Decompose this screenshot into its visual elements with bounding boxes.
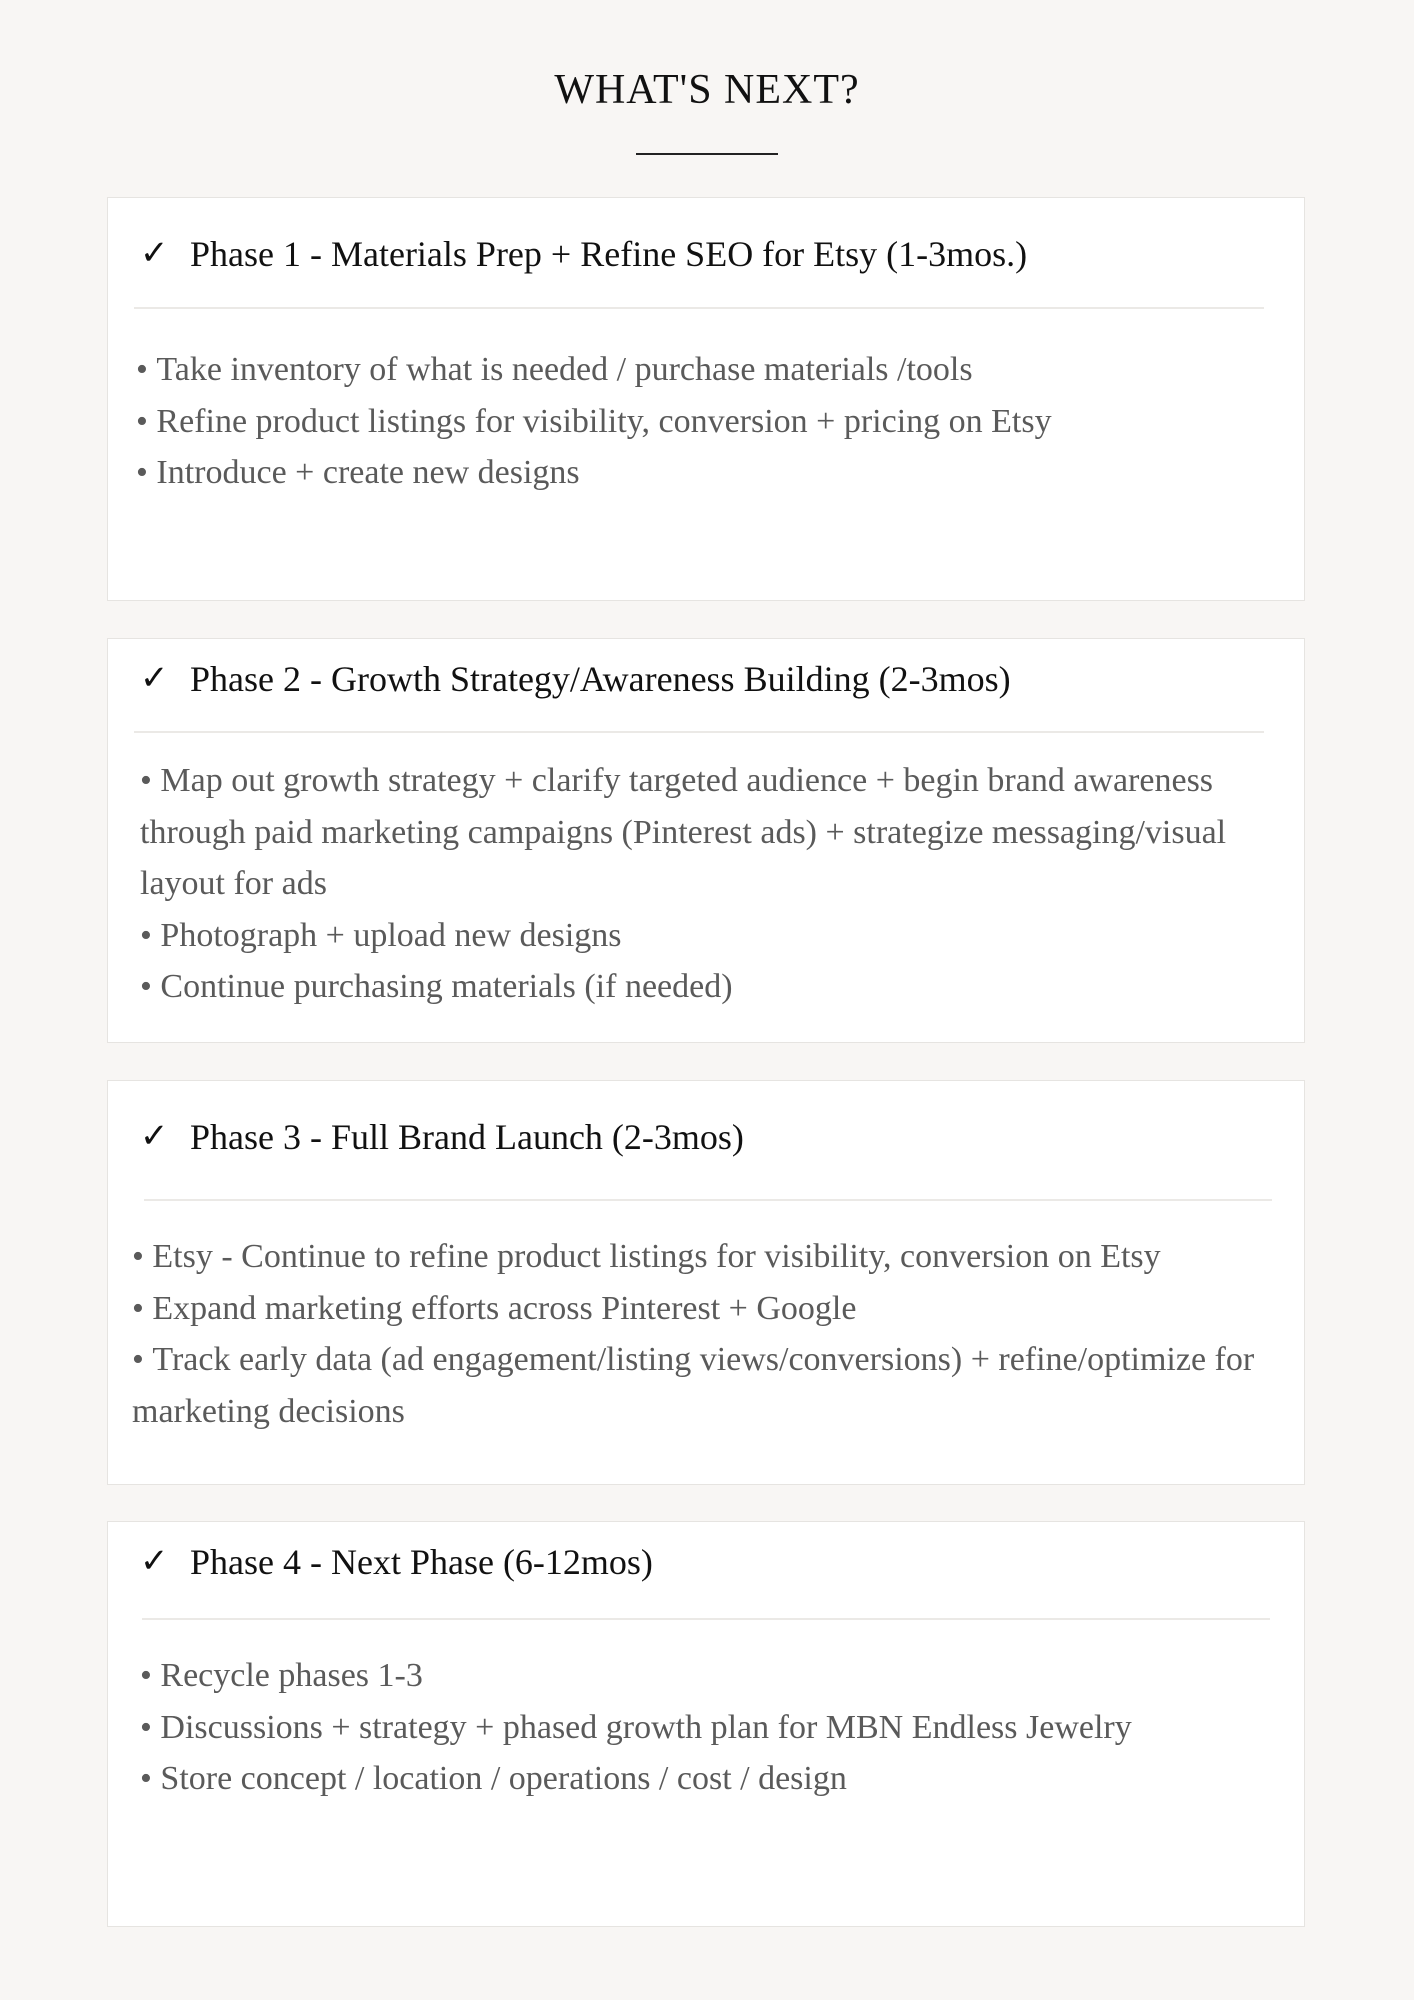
check-mark-icon: ✓	[140, 1543, 169, 1580]
list-item: • Store concept / location / operations / cost / design	[140, 1753, 1274, 1805]
list-item: • Etsy - Continue to refine product listings for visibility, conversion on Etsy	[132, 1231, 1274, 1283]
list-item: • Map out growth strategy + clarify targeted audience + begin brand awareness through paid marketing campaigns (Pinterest ads) + strategize messaging/visual layout for ads	[140, 755, 1274, 910]
list-item: • Refine product listings for visibility, conversion + pricing on Etsy	[136, 396, 1274, 448]
list-item: • Continue purchasing materials (if needed)	[140, 961, 1274, 1013]
phase-title: Phase 3 - Full Brand Launch (2-3mos)	[190, 1117, 744, 1157]
phase-item-list	[136, 344, 1274, 499]
check-mark-icon: ✓	[140, 235, 169, 272]
phase-header	[140, 1115, 1272, 1159]
phase-divider	[142, 1618, 1270, 1620]
phase-card-2	[107, 638, 1305, 1043]
phase-header	[140, 232, 1272, 276]
list-item: • Take inventory of what is needed / purchase materials /tools	[136, 344, 1274, 396]
check-mark-icon: ✓	[140, 660, 169, 697]
list-item: • Photograph + upload new designs	[140, 910, 1274, 962]
title-divider	[636, 153, 778, 155]
list-item: • Track early data (ad engagement/listing views/conversions) + refine/optimize for marketing decisions	[132, 1334, 1274, 1437]
phase-title: Phase 4 - Next Phase (6-12mos)	[190, 1542, 653, 1582]
list-item: • Recycle phases 1-3	[140, 1650, 1274, 1702]
phase-card-3	[107, 1080, 1305, 1485]
phase-item-list	[132, 1231, 1274, 1437]
phase-title: Phase 1 - Materials Prep + Refine SEO for Etsy (1-3mos.)	[190, 234, 1028, 274]
phase-item-list	[140, 755, 1274, 1013]
page-title: WHAT'S NEXT?	[554, 67, 860, 113]
list-item: • Expand marketing efforts across Pinterest + Google	[132, 1283, 1274, 1335]
list-item: • Introduce + create new designs	[136, 447, 1274, 499]
phase-header	[140, 1540, 1272, 1584]
phase-card-1	[107, 197, 1305, 601]
phase-header	[140, 657, 1272, 701]
phase-divider	[134, 731, 1264, 733]
phase-divider	[144, 1199, 1272, 1201]
phase-card-4	[107, 1521, 1305, 1927]
phase-item-list	[140, 1650, 1274, 1805]
phase-title: Phase 2 - Growth Strategy/Awareness Building (2-3mos)	[190, 659, 1011, 699]
check-mark-icon: ✓	[140, 1118, 169, 1155]
list-item: • Discussions + strategy + phased growth plan for MBN Endless Jewelry	[140, 1702, 1274, 1754]
phase-divider	[134, 307, 1264, 309]
